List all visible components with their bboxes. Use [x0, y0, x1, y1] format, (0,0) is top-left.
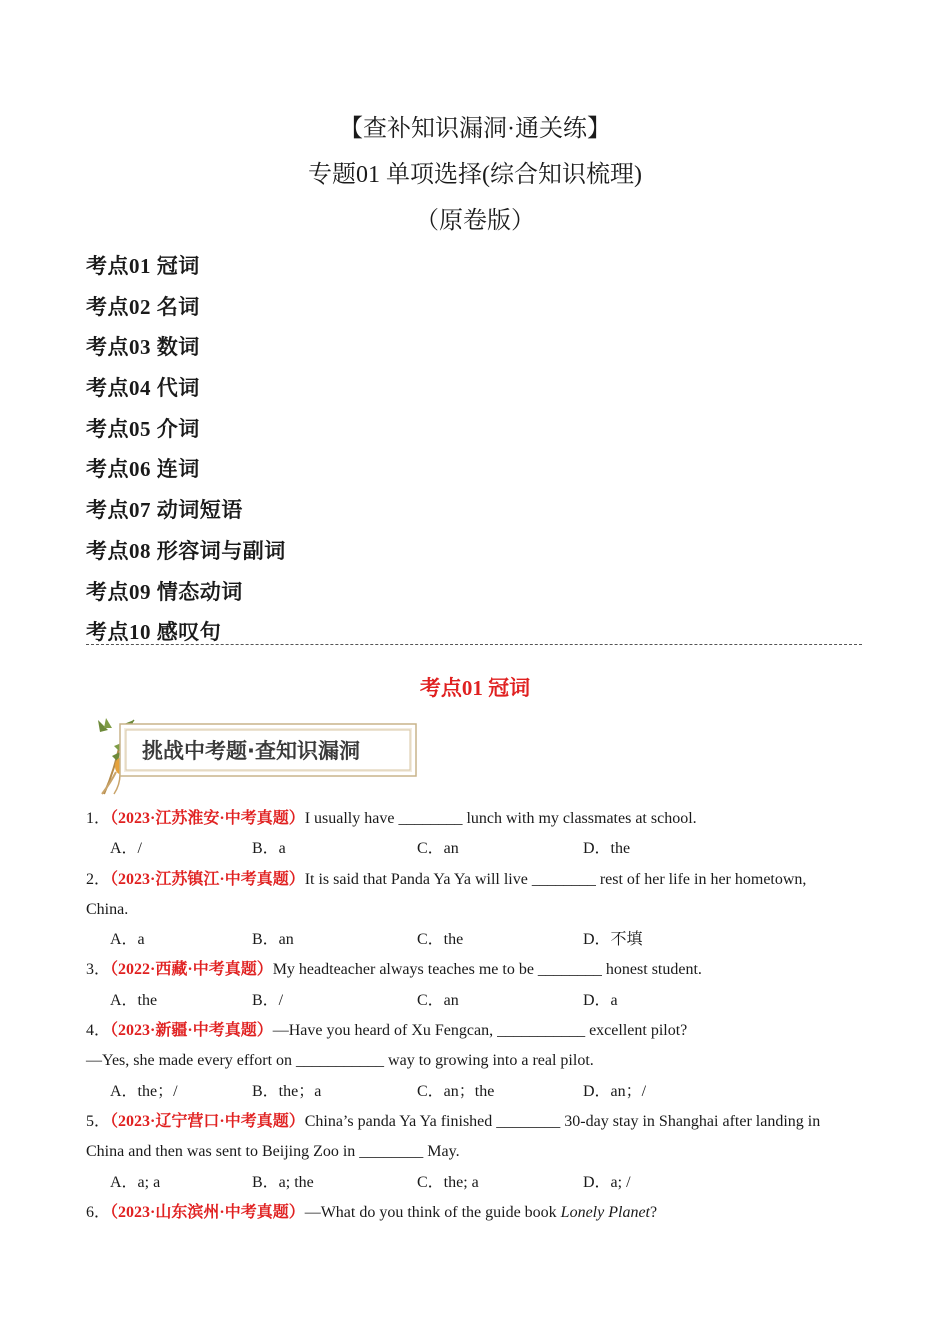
option-d: D．不填 [583, 931, 643, 949]
doc-edition: （原卷版） [415, 208, 535, 234]
toc-item: 考点08 形容词与副词 [86, 538, 286, 563]
question-list [86, 804, 864, 1228]
option-a: A．the；/ [110, 1082, 178, 1100]
question-source: （2023·江苏镇江·中考真题） [110, 870, 305, 888]
toc-item: 考点01 冠词 [86, 254, 200, 278]
option-b: B．an [252, 931, 294, 949]
question-2: 2．（2023·江苏镇江·中考真题）It is said that Panda Ya Ya will live ________ rest of her life in her hometown, China. A．a B．an C．the D．不填 [86, 865, 864, 956]
toc-item: 考点05 介词 [86, 416, 200, 441]
question-5: 5．（2023·辽宁营口·中考真题）China’s panda Ya Ya finished ________ 30-day stay in Shanghai after landing in China and then was sent to Beijing Zoo in ________ May. A．a; a B．a; the C．the; a D．a; / [86, 1107, 864, 1198]
option-b: B．/ [252, 991, 284, 1009]
option-c: C．an；the [417, 1082, 495, 1100]
option-b: B．the；a [252, 1082, 322, 1100]
option-d: D．a; / [583, 1173, 631, 1191]
option-c: C．the; a [417, 1173, 479, 1191]
option-d: D．an；/ [583, 1082, 647, 1100]
question-source: （2022·西藏·中考真题） [110, 961, 273, 979]
question-source: （2023·山东滨州·中考真题） [110, 1203, 305, 1221]
toc-item: 考点02 名词 [86, 294, 200, 319]
toc-item: 考点07 动词短语 [86, 498, 243, 523]
toc-item: 考点03 数词 [86, 335, 200, 360]
dashed-divider [86, 644, 862, 646]
option-c: C．an [417, 840, 459, 858]
option-a: A．the [110, 991, 158, 1009]
question-1: 1．（2023·江苏淮安·中考真题）I usually have ________ lunch with my classmates at school. A．/ B．a C．an D．the [86, 804, 864, 865]
option-a: A．a; a [110, 1173, 161, 1191]
question-4: 4．（2023·新疆·中考真题）—Have you heard of Xu Fengcan, ___________ excellent pilot? —Yes, she made every effort on ___________ way to growing into a real pilot. A．the；/ B．the；a C．an；the D．an；/ [86, 1016, 864, 1107]
doc-main-title: 专题01 单项选择(综合知识梳理) [308, 162, 642, 188]
toc-item: 考点09 情态动词 [86, 579, 243, 604]
option-b: B．a [252, 840, 286, 858]
option-b: B．a; the [252, 1173, 314, 1191]
question-6: 6．（2023·山东滨州·中考真题）—What do you think of the guide book Lonely Planet? [86, 1203, 658, 1221]
option-c: C．an [417, 991, 459, 1009]
toc-item: 考点10 感叹句 [86, 620, 222, 645]
topic-list [86, 246, 286, 653]
section-title: 考点01 冠词 [419, 676, 531, 700]
option-c: C．the [417, 931, 464, 949]
book-title: Lonely Planet [560, 1203, 650, 1221]
option-d: D．a [583, 991, 618, 1009]
banner-text: 挑战中考题·查知识漏洞 [142, 739, 360, 763]
question-3: 3．（2022·西藏·中考真题）My headteacher always teaches me to be ________ honest student. A．the B．/ C．an D．a [86, 955, 864, 1016]
section-banner [90, 716, 420, 796]
question-source: （2023·新疆·中考真题） [110, 1022, 273, 1040]
doc-series-title: 【查补知识漏洞·通关练】 [339, 116, 611, 142]
question-source: （2023·江苏淮安·中考真题） [110, 810, 305, 827]
option-a: A．/ [110, 840, 143, 858]
toc-item: 考点06 连词 [86, 457, 200, 482]
question-source: （2023·辽宁营口·中考真题） [110, 1112, 305, 1130]
toc-item: 考点04 代词 [86, 376, 200, 401]
option-d: D．the [583, 840, 631, 858]
option-a: A．a [110, 931, 145, 949]
